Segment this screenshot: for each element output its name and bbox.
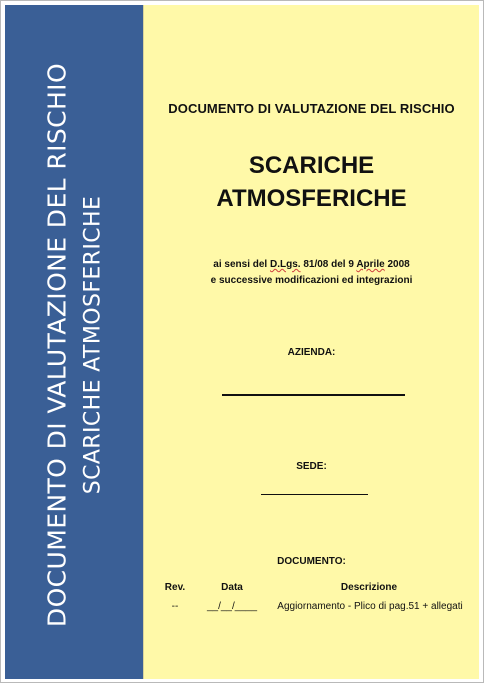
legal-reference [144, 257, 479, 288]
documento-label: DOCUMENTO: [277, 556, 346, 567]
azienda-label: AZIENDA: [287, 347, 336, 358]
sede-fill-line [261, 494, 368, 495]
revision-header-date: Data [221, 582, 243, 593]
sede-label: SEDE: [296, 461, 327, 472]
vertical-title-line-1: DOCUMENTO DI VALUTAZIONE DEL RISCHIO [42, 62, 72, 628]
legal-reference-line-2: e successive modificazioni ed integrazioni [210, 274, 413, 286]
revision-row-description: Aggiornamento - Plico di pag.51 + allegati [277, 601, 463, 612]
main-title [144, 149, 479, 215]
main-title-line-2: ATMOSFERICHE [216, 185, 407, 213]
revision-header-rev: Rev. [164, 582, 186, 593]
vertical-title [42, 15, 105, 675]
legal-prefix: ai sensi del [213, 259, 270, 270]
document-header: DOCUMENTO DI VALUTAZIONE DEL RISCHIO [168, 101, 455, 116]
revision-row-rev: -- [171, 601, 179, 612]
legal-reference-line-1 [144, 257, 479, 273]
yellow-cover-content [143, 5, 479, 679]
legal-year: 2008 [384, 259, 410, 270]
vertical-title-line-2: SCARICHE ATMOSFERICHE [79, 195, 105, 495]
law-abbreviation-spellcheck: D.Lgs. [269, 259, 301, 270]
legal-middle: 81/08 del 9 [300, 259, 357, 270]
azienda-fill-line [222, 394, 405, 396]
month-spellcheck: Aprile [356, 259, 385, 270]
revision-header-description: Descrizione [340, 582, 398, 593]
main-title-line-1: SCARICHE [248, 152, 375, 179]
revision-row-date: __/__/____ [206, 601, 258, 612]
blue-side-band [5, 5, 143, 679]
